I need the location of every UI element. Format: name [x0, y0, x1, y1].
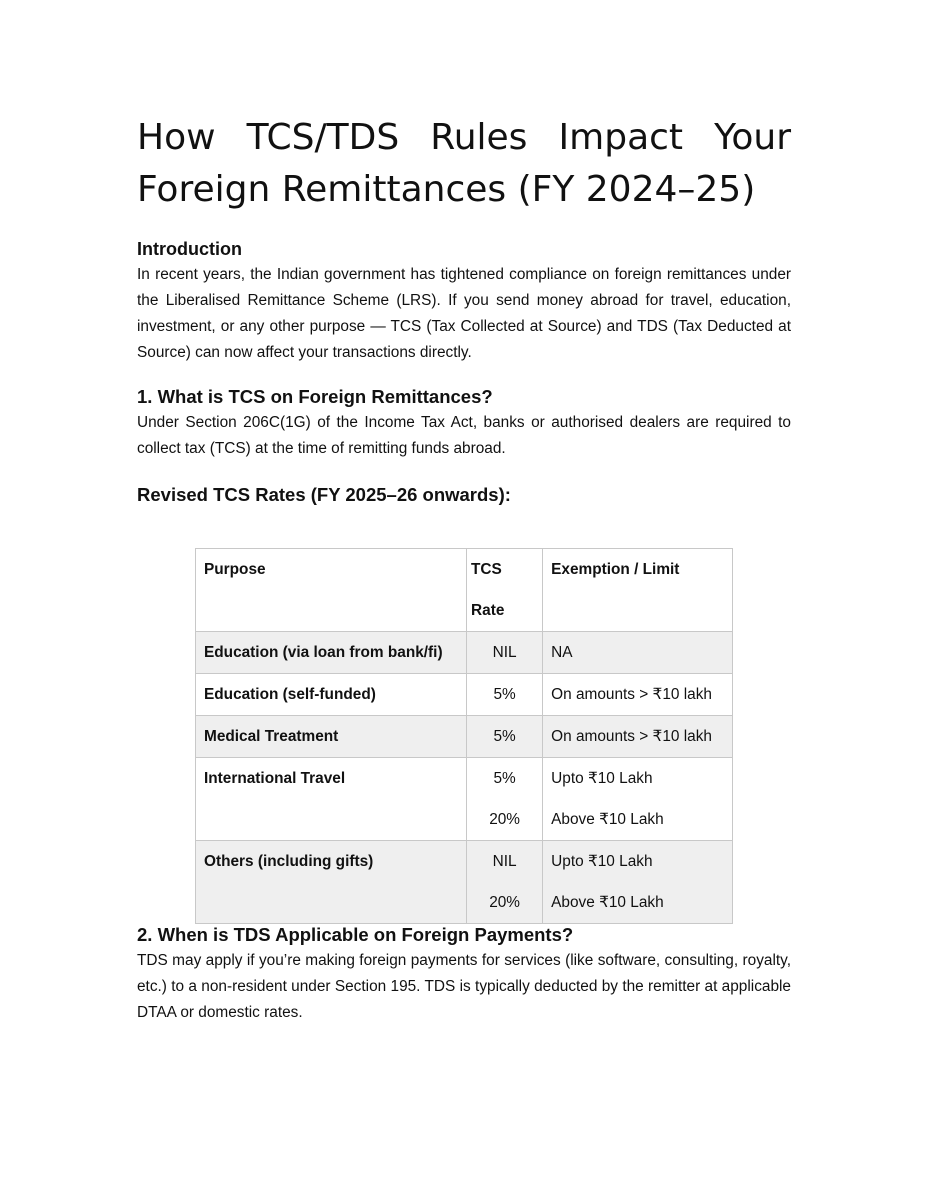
row-limit: On amounts > ₹10 lakh — [543, 674, 733, 716]
row-rate: 5% — [467, 716, 543, 758]
header-tcs-rate: TCS Rate — [467, 549, 543, 632]
header-exemption: Exemption / Limit — [543, 549, 733, 632]
section2-heading: 2. When is TDS Applicable on Foreign Payments? — [137, 924, 574, 945]
table-row — [196, 758, 733, 841]
section1-heading: 1. What is TCS on Foreign Remittances? — [137, 386, 493, 407]
section2-paragraph: TDS may apply if you’re making foreign payments for services (like software, consulting, royalty, etc.) to a non-resident under Section 195. TDS is typically deducted by the remitter at applicable DTAA or domestic rates. — [137, 952, 791, 1021]
row-purpose: Medical Treatment — [196, 716, 467, 758]
row-limit: On amounts > ₹10 lakh — [543, 716, 733, 758]
row-purpose: Education (via loan from bank/fi) — [196, 632, 467, 674]
rates-heading: Revised TCS Rates (FY 2025–26 onwards): — [137, 484, 511, 505]
intro-heading: Introduction — [137, 239, 242, 259]
row-limit: Upto ₹10 Lakh — [551, 853, 653, 870]
section1-paragraph: Under Section 206C(1G) of the Income Tax Act, banks or authorised dealers are required to collect tax (TCS) at the time of remitting funds abroad. — [137, 414, 791, 457]
document-page — [137, 112, 791, 508]
row-limit-secondary: Above ₹10 Lakh — [551, 894, 664, 911]
table-row — [196, 716, 733, 758]
table-row — [196, 632, 733, 674]
row-rate-secondary: 20% — [489, 811, 520, 828]
tcs-rates-table — [195, 548, 733, 924]
row-purpose: Others (including gifts) — [196, 841, 467, 924]
row-rate: 5% — [467, 674, 543, 716]
table-row — [196, 674, 733, 716]
tcs-rates-table-wrap — [195, 548, 733, 924]
row-limit-cell — [543, 758, 733, 841]
table-header-row — [196, 549, 733, 632]
row-purpose: Education (self-funded) — [196, 674, 467, 716]
row-limit: NA — [543, 632, 733, 674]
section2-block — [137, 922, 791, 1026]
row-rate-secondary: 20% — [489, 894, 520, 911]
row-limit: Upto ₹10 Lakh — [551, 770, 653, 787]
row-rate-cell — [467, 758, 543, 841]
row-limit-secondary: Above ₹10 Lakh — [551, 811, 664, 828]
row-rate: NIL — [492, 853, 517, 870]
row-limit-cell — [543, 841, 733, 924]
row-purpose: International Travel — [196, 758, 467, 841]
document-title: How TCS/TDS Rules Impact Your Foreign Remittances (FY 2024–25) — [137, 117, 791, 210]
intro-paragraph: In recent years, the Indian government has tightened compliance on foreign remittances under the Liberalised Remittance Scheme (LRS). If you send money abroad for travel, education, investment, or any other purpose — TCS (Tax Collected at Source) and TDS (Tax Deducted at Source) can now affect your transactions directly. — [137, 266, 791, 361]
row-rate-cell — [467, 841, 543, 924]
table-row — [196, 841, 733, 924]
row-rate: 5% — [493, 770, 516, 787]
row-rate: NIL — [467, 632, 543, 674]
header-purpose: Purpose — [196, 549, 467, 632]
